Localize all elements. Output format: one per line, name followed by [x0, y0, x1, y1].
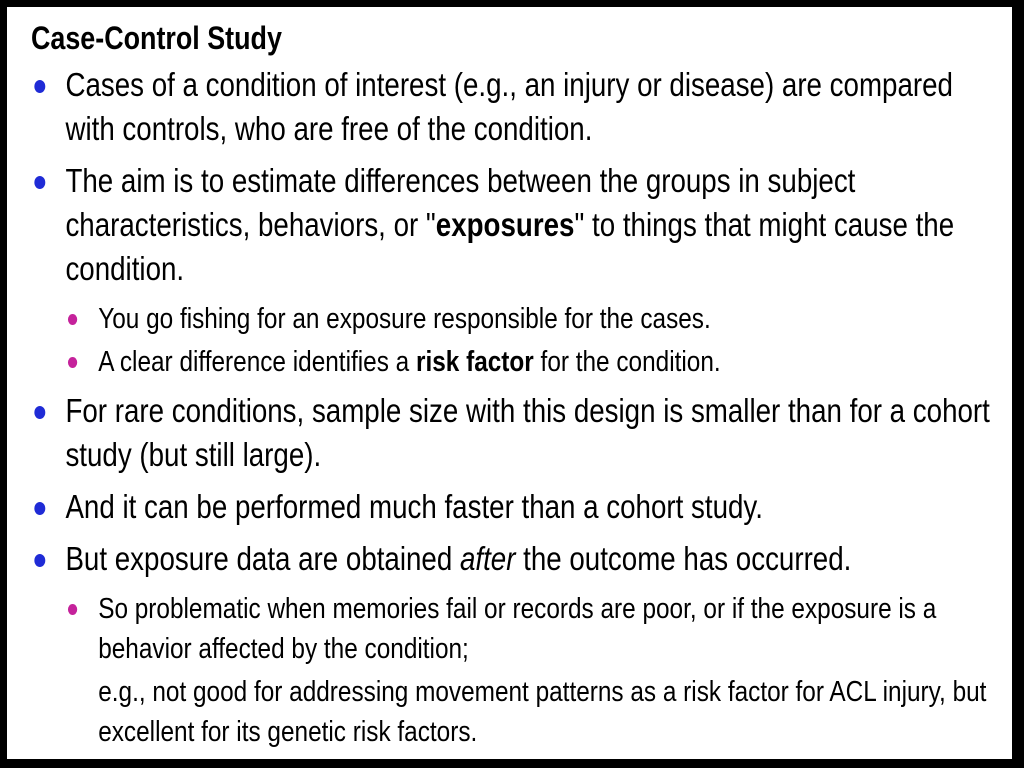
- sub-bullet-dot-icon: [68, 604, 77, 615]
- bullet-item: [31, 389, 1005, 477]
- bullet-text: the outcome has occurred.: [515, 540, 852, 577]
- bullet-text: And it can be performed much faster than a cohort study.: [65, 488, 763, 525]
- sub-bullet-text: You go fishing for an exposure responsible for the cases.: [98, 303, 711, 335]
- bold-term: risk factor: [415, 346, 534, 378]
- sub-bullet-text: A clear difference identifies a: [98, 346, 416, 378]
- bullet-text: But exposure data are obtained: [65, 540, 460, 577]
- bullet-item: [31, 159, 1005, 291]
- bullet-text: The aim is to estimate differences between the groups in subject characteristics, behaviors, or ": [65, 162, 856, 243]
- sub-bullet-continuation: [31, 672, 1005, 752]
- bullet-text: For rare conditions, sample size with this design is smaller than for a cohort study (but still large).: [65, 392, 990, 473]
- slide-title: Case-Control Study: [31, 20, 282, 56]
- sub-bullet-item: [31, 342, 1005, 382]
- bold-term: exposures: [435, 206, 575, 243]
- bullet-dot-icon: [34, 176, 45, 189]
- bullet-item: [31, 537, 1005, 581]
- bullet-list: [31, 63, 1005, 752]
- sub-bullet-text: e.g., not good for addressing movement patterns as a risk factor for ACL injury, but excellent for its genetic risk factors.: [98, 676, 987, 748]
- bullet-text: Cases of a condition of interest (e.g., an injury or disease) are compared with controls, who are free of the condition.: [65, 66, 953, 147]
- sub-bullet-item: [31, 299, 1005, 339]
- sub-bullet-dot-icon: [68, 314, 77, 325]
- bullet-item: [31, 485, 1005, 529]
- bullet-dot-icon: [34, 80, 45, 93]
- bullet-item: [31, 63, 1005, 151]
- italic-term: after: [459, 540, 516, 577]
- bullet-dot-icon: [34, 502, 45, 515]
- bullet-dot-icon: [34, 554, 45, 567]
- sub-bullet-text: for the condition.: [533, 346, 721, 378]
- slide: [7, 7, 1012, 759]
- sub-bullet-text: So problematic when memories fail or records are poor, or if the exposure is a behavior affected by the condition;: [98, 593, 937, 665]
- sub-bullet-dot-icon: [68, 357, 77, 368]
- bullet-dot-icon: [34, 406, 45, 419]
- sub-bullet-item: [31, 589, 1005, 669]
- bullet-text: " to things that might cause the condition.: [65, 206, 955, 287]
